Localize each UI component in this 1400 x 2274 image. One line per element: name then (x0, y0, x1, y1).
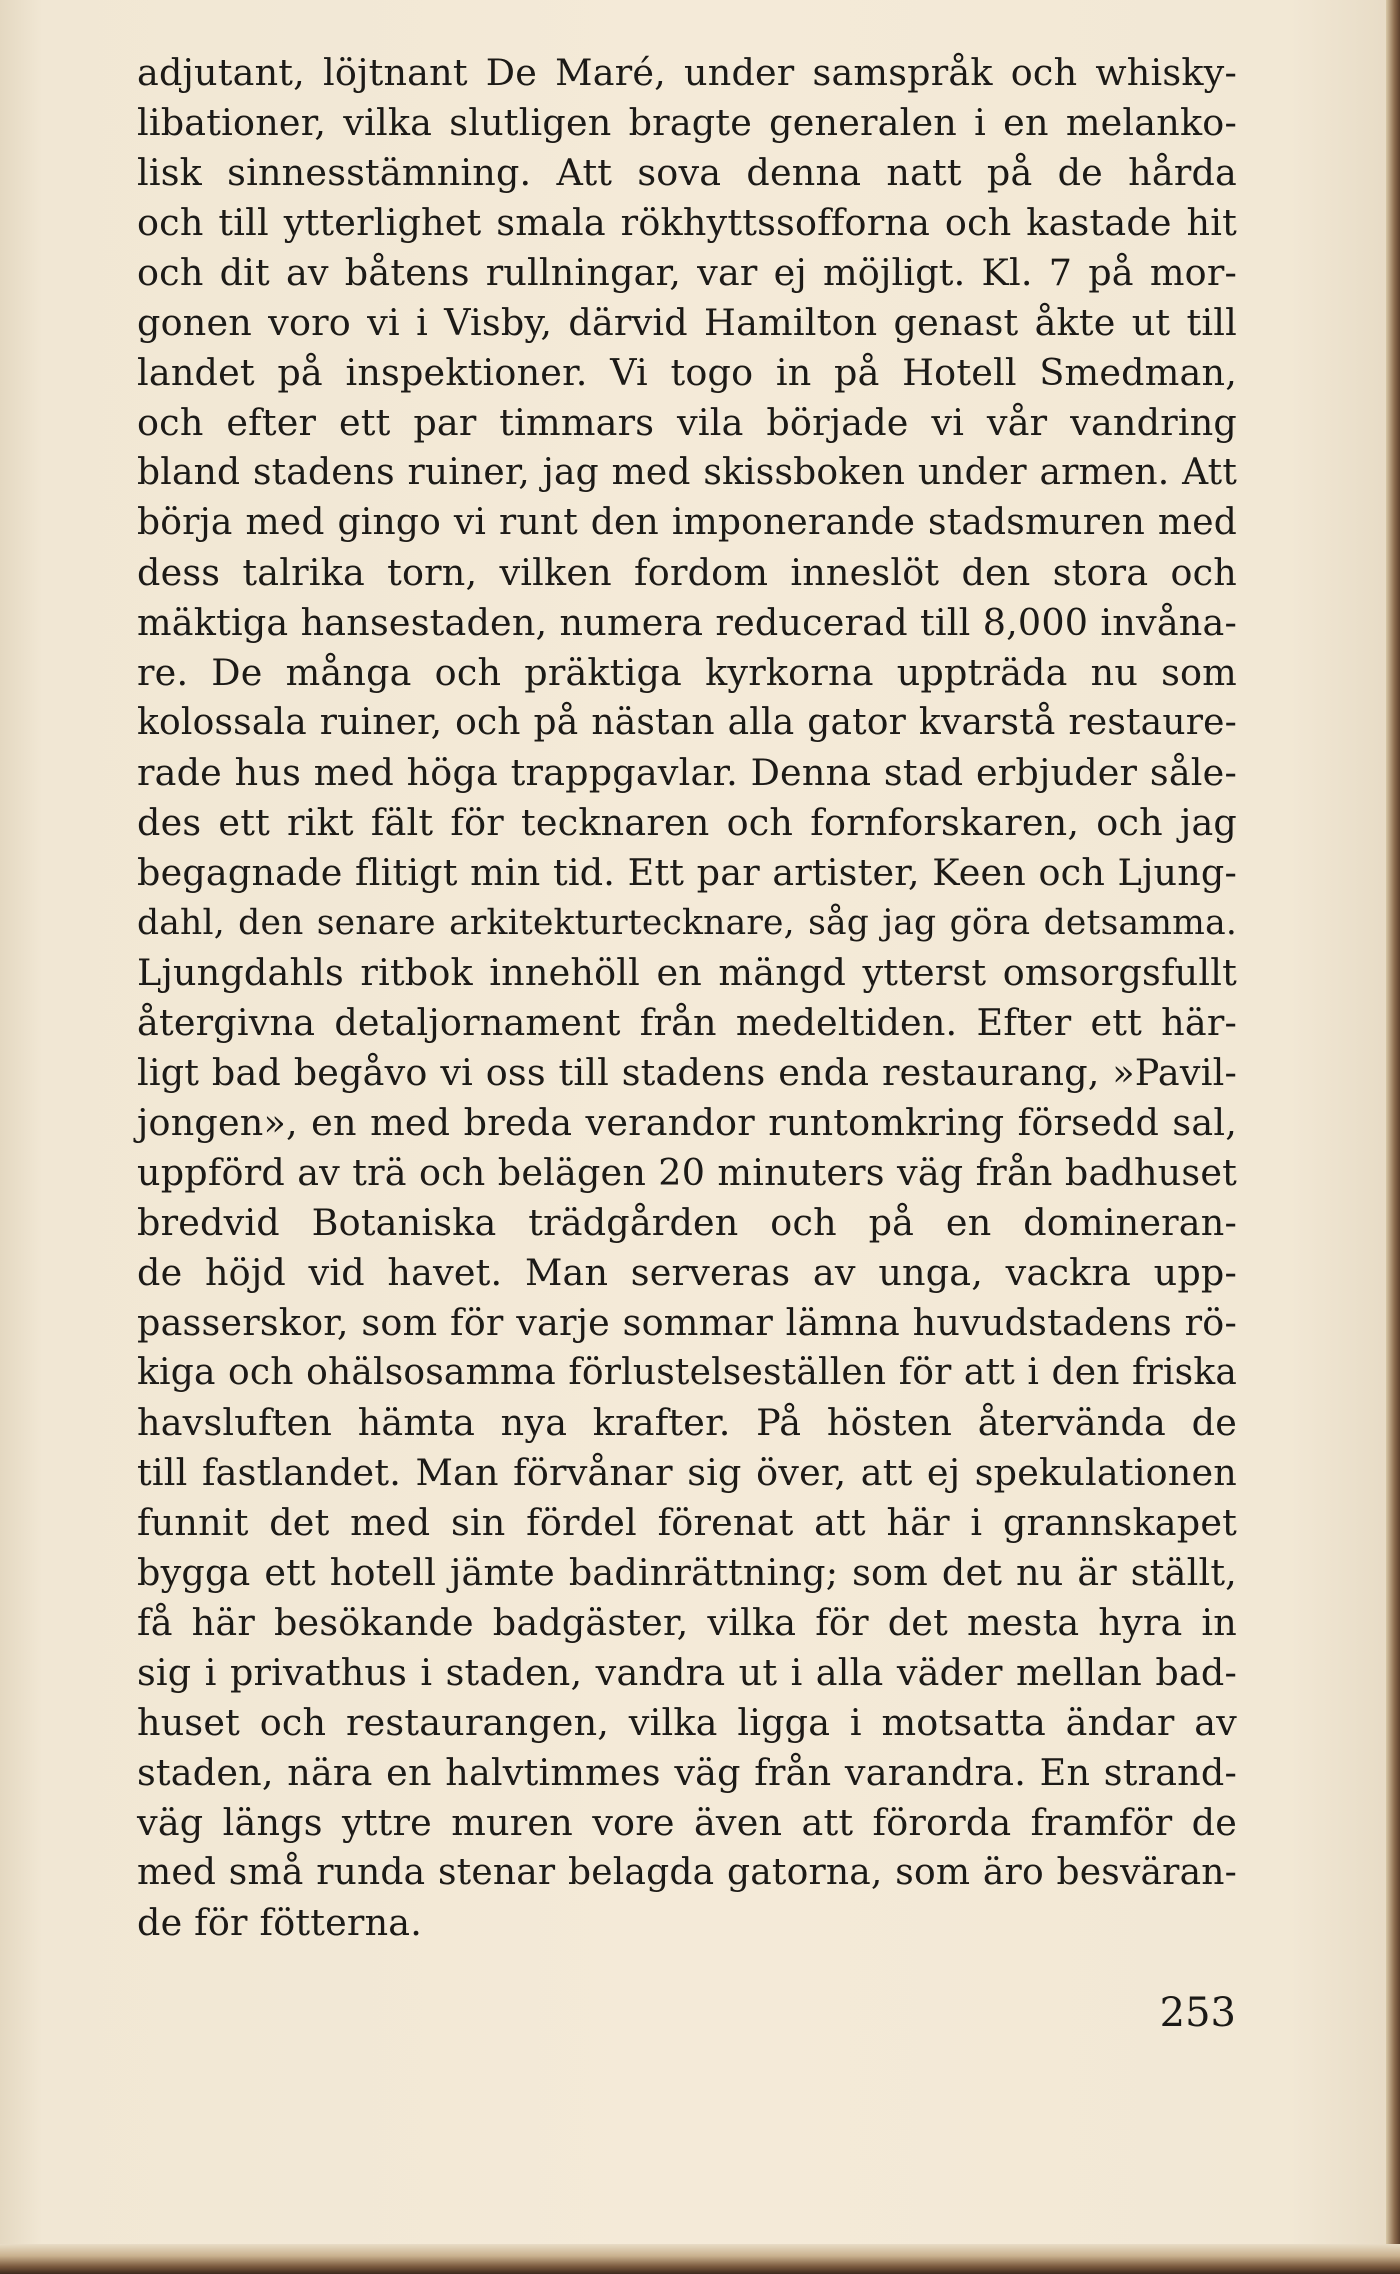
text-line: och efter ett par timmars vila började vi vår vandring (137, 401, 1237, 444)
text-line: börja med gingo vi runt den imponerande stadsmuren med (137, 502, 1237, 543)
text-line: havsluften hämta nya krafter. På hösten återvända de (137, 1401, 1237, 1444)
text-line: mäktiga hansestaden, numera reducerad till 8,000 invåna- (137, 601, 1237, 644)
text-line: huset och restaurangen, vilka ligga i motsatta ändar av (137, 1701, 1237, 1744)
text-line: landet på inspektioner. Vi togo in på Hotell Smedman, (137, 351, 1237, 394)
text-line: lisk sinnesstämning. Att sova denna natt på de hårda (137, 151, 1237, 194)
text-line: uppförd av trä och belägen 20 minuters väg från badhuset (137, 1151, 1237, 1194)
text-line: väg längs yttre muren vore även att förorda framför de (137, 1801, 1237, 1844)
text-line: kiga och ohälsosamma förlustelseställen för att i den friska (137, 1352, 1237, 1393)
text-line: des ett rikt fält för tecknaren och fornforskaren, och jag (137, 801, 1237, 844)
page-edge-right (1386, 0, 1400, 2274)
text-line: bygga ett hotell jämte badinrättning; som det nu är ställt, (137, 1551, 1237, 1594)
text-line: sig i privathus i staden, vandra ut i alla väder mellan bad- (137, 1651, 1237, 1694)
text-line: med små runda stenar belagda gatorna, som äro besväran- (137, 1852, 1237, 1893)
text-line: passerskor, som för varje sommar lämna huvudstadens rö- (137, 1301, 1237, 1344)
text-line: re. De många och präktiga kyrkorna uppträda nu som (137, 651, 1237, 694)
text-line: få här besökande badgäster, vilka för det mesta hyra in (137, 1601, 1237, 1644)
text-line: till fastlandet. Man förvånar sig över, att ej spekulationen (137, 1451, 1237, 1494)
text-line: adjutant, löjtnant De Maré, under samspråk och whisky- (137, 51, 1237, 94)
text-line: libationer, vilka slutligen bragte generalen i en melanko- (137, 101, 1237, 144)
text-line: och dit av båtens rullningar, var ej möjligt. Kl. 7 på mor- (137, 251, 1237, 294)
text-line: dahl, den senare arkitekturtecknare, såg jag göra detsamma. (137, 903, 1237, 943)
text-line: återgivna detaljornament från medeltiden. Efter ett här- (137, 1001, 1237, 1044)
text-line: gonen voro vi i Visby, därvid Hamilton genast åkte ut till (137, 301, 1237, 344)
text-line: begagnade flitigt min tid. Ett par artister, Keen och Ljung- (137, 851, 1237, 894)
text-line-final: de för fötterna. (137, 1901, 423, 1944)
text-line: jongen», en med breda verandor runtomkring försedd sal, (137, 1101, 1237, 1144)
text-line: och till ytterlighet smala rökhyttssofforna och kastade hit (137, 201, 1237, 244)
text-line: rade hus med höga trappgavlar. Denna stad erbjuder såle- (137, 751, 1237, 794)
text-line: de höjd vid havet. Man serveras av unga, vackra upp- (137, 1251, 1237, 1294)
text-line: dess talrika torn, vilken fordom inneslöt den stora och (137, 551, 1237, 594)
page-edge-bottom (0, 2244, 1400, 2274)
text-line: Ljungdahls ritbok innehöll en mängd ytterst omsorgsfullt (137, 951, 1237, 994)
text-line: bredvid Botaniska trädgården och på en domineran- (137, 1201, 1237, 1244)
text-line: bland stadens ruiner, jag med skissboken under armen. Att (137, 452, 1237, 493)
text-line: staden, nära en halvtimmes väg från varandra. En strand- (137, 1751, 1237, 1794)
text-line: kolossala ruiner, och på nästan alla gator kvarstå restaure- (137, 702, 1237, 743)
text-line: ligt bad begåvo vi oss till stadens enda restaurang, »Pavil- (137, 1051, 1237, 1094)
text-line: funnit det med sin fördel förenat att här i grannskapet (137, 1501, 1237, 1544)
page-number: 253 (1159, 1990, 1236, 2036)
body-text (137, 48, 1237, 1948)
